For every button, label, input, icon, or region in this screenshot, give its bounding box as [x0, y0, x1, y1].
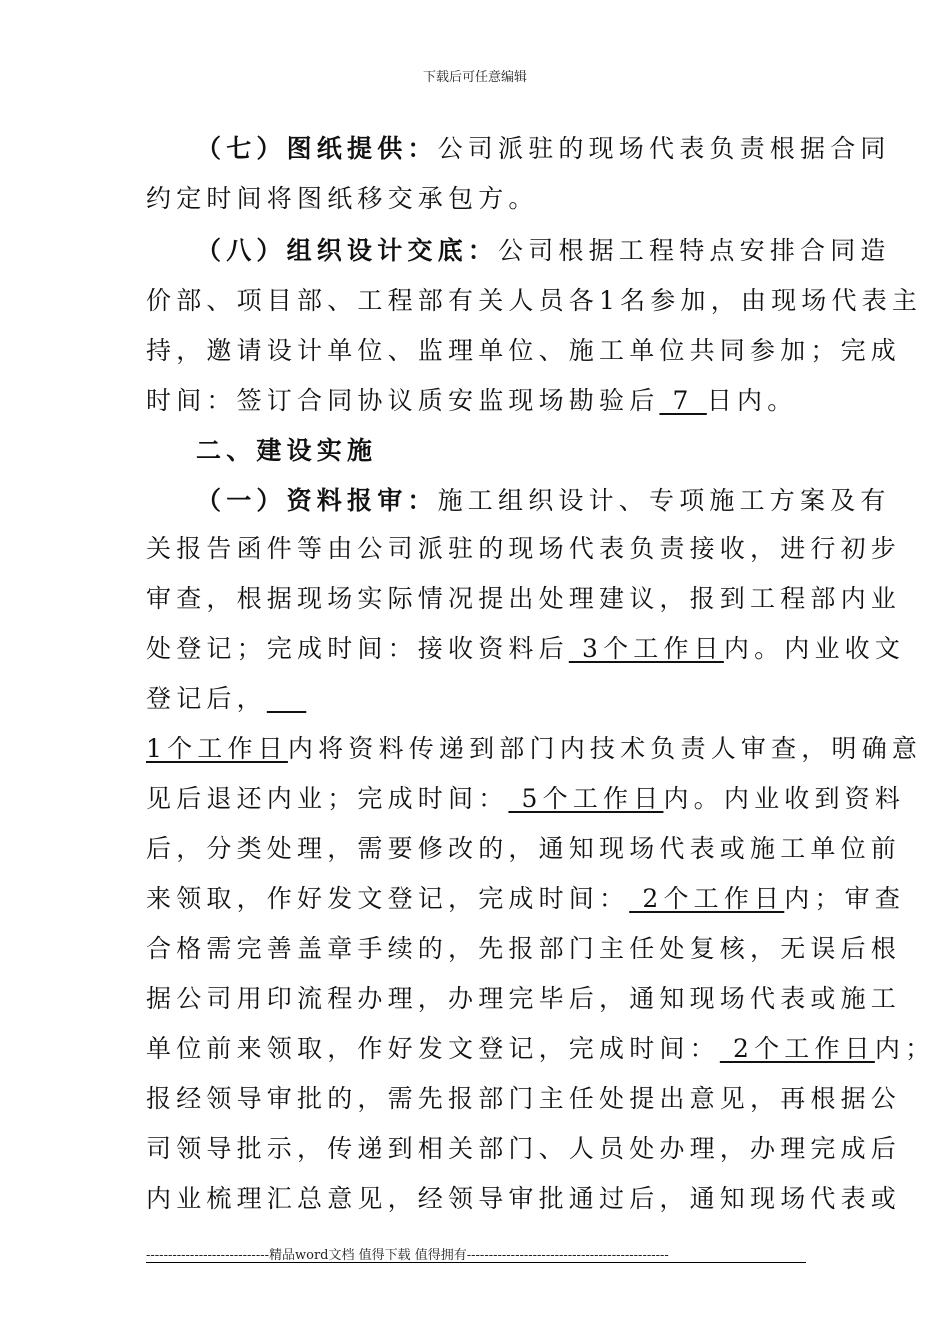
section-1-line-13: 报经领导审批的，需先报部门主任处提出意见，再根据公: [146, 1084, 902, 1113]
text: 单位前来领取，作好发文登记，完成时间：: [146, 1034, 720, 1063]
text: 内。内业收到资料: [663, 784, 906, 813]
page-header: 下载后可任意编辑: [422, 70, 527, 85]
paragraph-8-line-3: 持，邀请设计单位、监理单位、施工单位共同参加；完成: [146, 336, 902, 365]
section-1-line-7: [146, 782, 905, 816]
text: 内。内业收文: [723, 634, 906, 663]
underlined-blank: [267, 684, 306, 713]
footer-divider: [146, 1262, 806, 1263]
text: 时间：签订合同协议质安监现场勘验后: [146, 386, 660, 415]
section-1-line-9: [146, 882, 905, 916]
paragraph-7-line-1: [196, 132, 891, 166]
section-1-line-5: [146, 682, 306, 716]
underlined-value: 2个工作日: [629, 884, 785, 913]
section-1-line-12: [146, 1032, 935, 1066]
text: 登记后，: [146, 684, 267, 713]
text: 施工组织设计、专项施工方案及有: [437, 486, 891, 515]
underlined-value: 5个工作日: [508, 784, 664, 813]
page-footer: ----------------------------精品word文档 值得下载 值得拥有----------------------------------------------: [146, 1248, 669, 1263]
section-1-line-15: 内业梳理汇总意见，经领导审批通过后，通知现场代表或: [146, 1184, 902, 1213]
text: 内将资料传递到部门内技术负责人审查，明确意: [287, 734, 923, 763]
paragraph-8-label: （八）组织设计交底：: [196, 236, 499, 265]
text: 公司派驻的现场代表负责根据合同: [437, 134, 891, 163]
section-1-line-2: 关报告函件等由公司派驻的现场代表负责接收，进行初步: [146, 534, 902, 563]
section-1-label: （一）资料报审：: [196, 486, 438, 515]
underlined-value: 1个工作日: [146, 734, 288, 763]
text: 内；: [874, 1034, 936, 1063]
underlined-value: 3个工作日: [568, 634, 724, 663]
text: 公司根据工程特点安排合同造: [498, 236, 891, 265]
text: 内；审查: [784, 884, 906, 913]
text: 处登记；完成时间：接收资料后: [146, 634, 569, 663]
underlined-value: 7: [659, 386, 707, 415]
paragraph-7-label: （七）图纸提供：: [196, 134, 438, 163]
text: 来领取，作好发文登记，完成时间：: [146, 884, 630, 913]
section-1-line-4: [146, 632, 905, 666]
text: 日内。: [706, 386, 798, 415]
section-1-line-11: 据公司用印流程办理，办理完毕后，通知现场代表或施工: [146, 984, 902, 1013]
section-1-line-6: [146, 732, 922, 766]
paragraph-7-line-2: 约定时间将图纸移交承包方。: [146, 184, 539, 213]
paragraph-8-line-1: [196, 234, 891, 268]
paragraph-8-line-4: [146, 384, 797, 418]
section-1-line-14: 司领导批示，传递到相关部门、人员处办理，办理完成后: [146, 1134, 902, 1163]
section-1-line-3: 审查，根据现场实际情况提出处理建议，报到工程部内业: [146, 584, 902, 613]
underlined-value: 2个工作日: [719, 1034, 875, 1063]
section-1-line-8: 后，分类处理，需要修改的，通知现场代表或施工单位前: [146, 834, 902, 863]
section-1-line-10: 合格需完善盖章手续的，先报部门主任处复核，无误后根: [146, 934, 902, 963]
section-1-line-1: [196, 484, 891, 518]
section-heading: 二、建设实施: [196, 436, 378, 465]
text: 见后退还内业；完成时间：: [146, 784, 509, 813]
paragraph-8-line-2: 价部、项目部、工程部有关人员各1名参加，由现场代表主: [146, 286, 923, 315]
